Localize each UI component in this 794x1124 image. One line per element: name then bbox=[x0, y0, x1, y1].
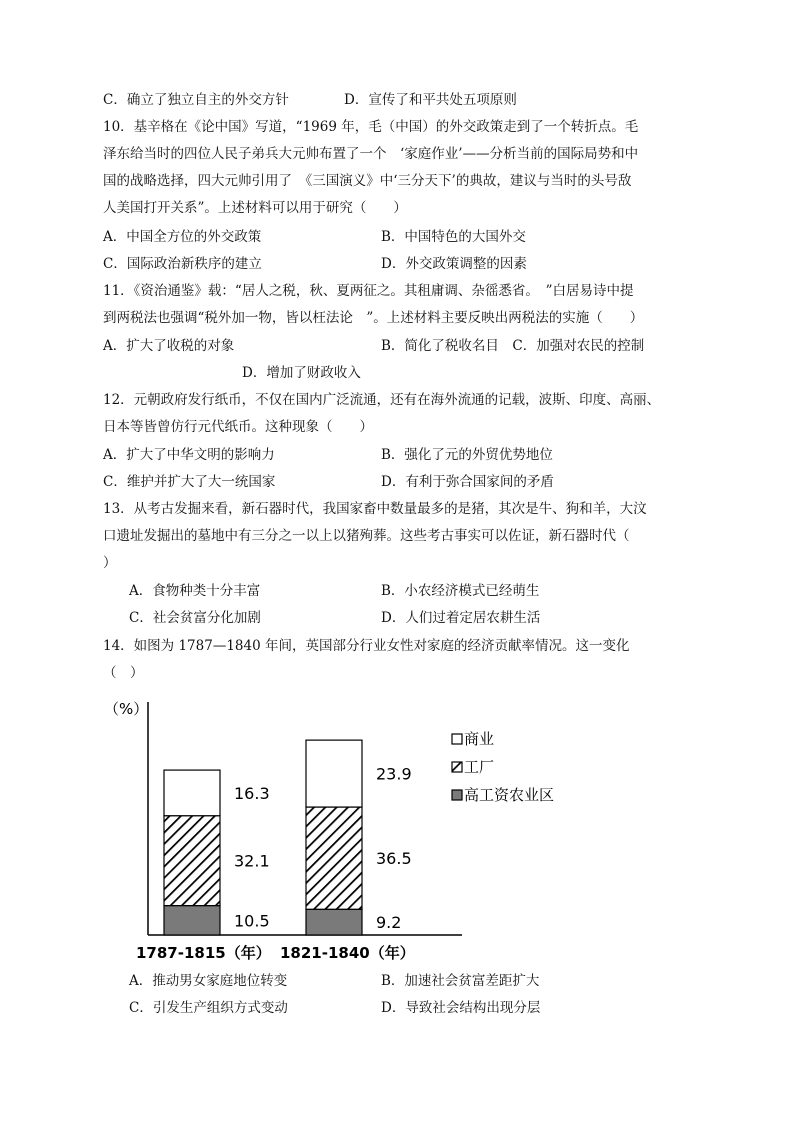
legend-swatch-2 bbox=[452, 790, 462, 800]
data-label-0-2: 16.3 bbox=[234, 783, 270, 803]
bar-segment-1-2 bbox=[306, 740, 362, 807]
q13-option-b: B．小农经济模式已经萌生 bbox=[381, 583, 540, 599]
q12-option-b: B．强化了元的外贸优势地位 bbox=[381, 447, 553, 463]
bar-segment-0-1 bbox=[164, 816, 220, 906]
stacked-bar-chart bbox=[100, 692, 555, 972]
q10-option-d: D．外交政策调整的因素 bbox=[381, 256, 527, 272]
q10-option-b: B．中国特色的大国外交 bbox=[381, 229, 526, 245]
q13-option-a: A．食物种类十分丰富 bbox=[129, 583, 261, 599]
q9-option-c: C．确立了独立自主的外交方针 bbox=[103, 92, 289, 108]
q12-stem-line-2: 日本等皆曾仿行元代纸币。这种现象（ ） bbox=[103, 419, 373, 435]
q9-option-d: D．宣传了和平共处五项原则 bbox=[344, 92, 517, 108]
q11-option-bc: B．简化了税收名目 C．加强对农民的控制 bbox=[381, 338, 645, 354]
x-tick-label-1: 1821-1840（年） bbox=[280, 944, 415, 962]
q14-option-b: B．加速社会贫富差距扩大 bbox=[381, 973, 540, 989]
q13-option-d: D．人们过着定居农耕生活 bbox=[381, 610, 541, 626]
q14-option-d: D．导致社会结构出现分层 bbox=[381, 1000, 541, 1016]
q10-stem-line-4: 人美国打开关系”。上述材料可以用于研究（ ） bbox=[103, 200, 407, 216]
q10-stem-line-2: 泽东给当时的四位人民子弟兵大元帅布置了一个 ‘家庭作业’——分析当前的国际局势和中 bbox=[103, 146, 639, 162]
q14-stem-line-1: 14．如图为 1787—1840 年间，英国部分行业女性对家庭的经济贡献率情况。这一变化 bbox=[103, 638, 630, 654]
x-tick-label-0: 1787-1815（年） bbox=[136, 944, 271, 962]
legend-label-0: 商业 bbox=[464, 730, 495, 748]
legend-swatch-1 bbox=[452, 762, 462, 772]
q10-option-c: C．国际政治新秩序的建立 bbox=[103, 256, 262, 272]
q12-option-d: D．有利于弥合国家间的矛盾 bbox=[381, 474, 554, 490]
data-label-1-1: 36.5 bbox=[376, 849, 412, 869]
legend-label-2: 高工资农业区 bbox=[464, 786, 555, 804]
q11-stem-line-1: 11．《资治通鉴》载：“居人之税，秋、夏两征之。其租庸调、杂徭悉省。 ”白居易诗中提 bbox=[103, 283, 634, 299]
bar-segment-0-2 bbox=[164, 770, 220, 816]
legend-swatch-0 bbox=[452, 734, 462, 744]
q12-stem-line-1: 12．元朝政府发行纸币，不仅在国内广泛流通，还有在海外流通的记载，波斯、印度、高丽、 bbox=[103, 392, 661, 408]
q14-option-a: A．推动男女家庭地位转变 bbox=[129, 973, 288, 989]
q10-stem-line-3: 国的战略选择，四大元帅引用了 《三国演义》中‘三分天下’的典故，建议与当时的头号敌 bbox=[103, 173, 632, 189]
q14-option-c: C．引发生产组织方式变动 bbox=[129, 1000, 288, 1016]
bar-segment-1-1 bbox=[306, 807, 362, 909]
data-label-0-0: 10.5 bbox=[234, 911, 270, 931]
q10-stem-line-1: 10．基辛格在《论中国》写道，“1969 年，毛（中国）的外交政策走到了一个转折点。毛 bbox=[103, 119, 639, 135]
q12-option-c: C．维护并扩大了大一统国家 bbox=[103, 474, 276, 490]
q11-stem-line-2: 到两税法也强调“税外加一物，皆以枉法论 ”。上述材料主要反映出两税法的实施（ ） bbox=[103, 310, 644, 326]
data-label-1-2: 23.9 bbox=[376, 764, 412, 784]
q13-stem-line-1: 13．从考古发掘来看，新石器时代，我国家畜中数量最多的是猪，其次是牛、狗和羊，大汶 bbox=[103, 501, 647, 517]
q13-stem-line-2: 口遗址发掘出的墓地中有三分之一以上以猪殉葬。这些考古事实可以佐证，新石器时代（ bbox=[103, 528, 630, 544]
y-axis-label: （%） bbox=[104, 700, 149, 718]
legend-label-1: 工厂 bbox=[464, 758, 495, 776]
q12-option-a: A．扩大了中华文明的影响力 bbox=[103, 447, 275, 463]
q13-option-c: C．社会贫富分化加剧 bbox=[129, 610, 261, 626]
bar-segment-1-0 bbox=[306, 909, 362, 935]
q13-stem-line-3: ） bbox=[103, 555, 117, 571]
data-label-0-1: 32.1 bbox=[234, 851, 270, 871]
q10-option-a: A．中国全方位的外交政策 bbox=[103, 229, 262, 245]
q11-option-a: A．扩大了收税的对象 bbox=[103, 338, 235, 354]
bar-segment-0-0 bbox=[164, 906, 220, 935]
data-label-1-0: 9.2 bbox=[376, 913, 402, 933]
q14-stem-line-2: （ ） bbox=[103, 665, 144, 681]
q11-option-d: D．增加了财政收入 bbox=[242, 365, 361, 381]
